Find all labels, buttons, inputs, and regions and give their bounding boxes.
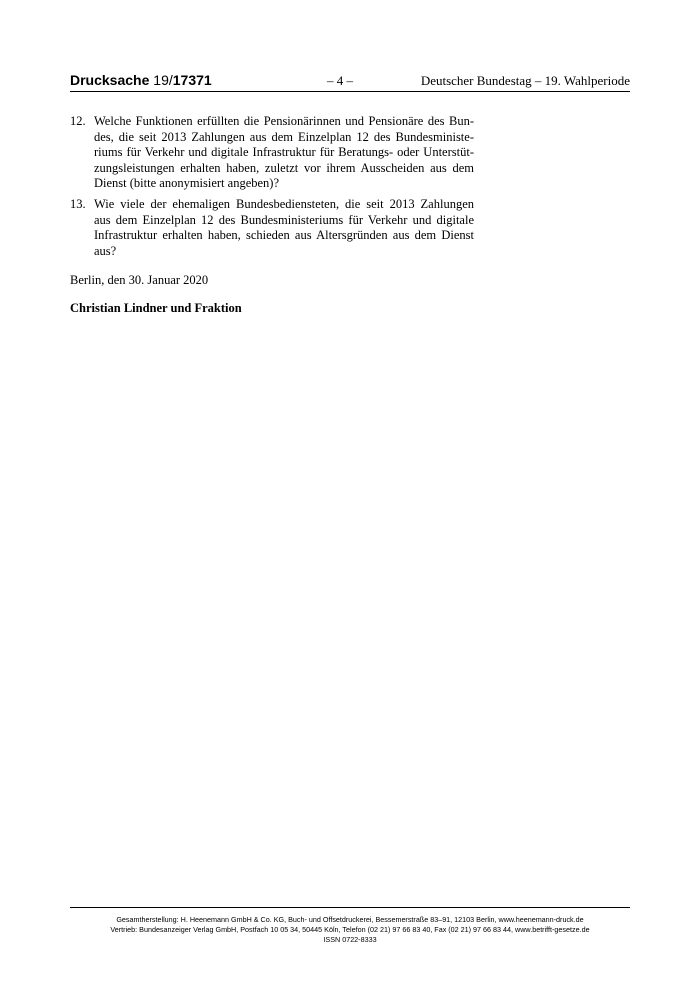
document-prefix: 19/ <box>153 72 173 88</box>
signature: Christian Lindner und Fraktion <box>70 301 242 315</box>
question-line: aus dem Einzelplan 12 des Bundesministeriums für Verkehr und digitale <box>94 212 474 227</box>
document-label: Drucksache <box>70 72 150 88</box>
question-line: Infrastruktur erhalten haben, schieden aus Altersgründen aus dem Dienst <box>94 228 474 243</box>
question-line: Wie viele der ehemaligen Bundesbediensteten, die seit 2013 Zahlungen <box>94 196 474 211</box>
footer-divider <box>70 907 630 908</box>
footer-line-production: Gesamtherstellung: H. Heenemann GmbH & Co. KG, Buch- und Offsetdruckerei, Bessemerstraße 83–91, 12103 Berlin, www.heenemann-druck.de <box>116 915 584 924</box>
question-line: Dienst (bitte anonymisiert angeben)? <box>94 176 280 191</box>
question-line: des, die seit 2013 Zahlungen aus dem Einzelplan 12 des Bundesministe- <box>94 129 474 144</box>
question-line: Welche Funktionen erfüllten die Pensionärinnen und Pensionäre des Bun- <box>94 114 474 128</box>
question-line: riums für Verkehr und digitale Infrastruktur für Beratungs- oder Unterstüt- <box>94 145 474 160</box>
page-footer <box>70 915 630 945</box>
footer-line-issn: ISSN 0722-8333 <box>323 935 377 944</box>
question-number: 13. <box>70 196 86 211</box>
question-list <box>70 114 474 264</box>
question-item-13 <box>70 197 474 259</box>
page-header <box>70 71 630 92</box>
place-date: Berlin, den 30. Januar 2020 <box>70 273 209 287</box>
question-item-12 <box>70 114 474 192</box>
question-number: 12. <box>70 114 86 128</box>
footer-line-distribution: Vertrieb: Bundesanzeiger Verlag GmbH, Postfach 10 05 34, 50445 Köln, Telefon (02 21) 97 66 83 40, Fax (02 21) 97 66 83 44, www.betrifft-gesetze.de <box>110 925 590 934</box>
document-number: 17371 <box>172 72 212 88</box>
question-line: zungsleistungen erhalten haben, zuletzt vor ihrem Ausscheiden aus dem <box>94 160 474 175</box>
question-line: aus? <box>94 243 117 258</box>
parliament-title: Deutscher Bundestag – 19. Wahlperiode <box>420 73 630 88</box>
document-id <box>70 71 212 89</box>
page-number: – 4 – <box>327 73 353 88</box>
